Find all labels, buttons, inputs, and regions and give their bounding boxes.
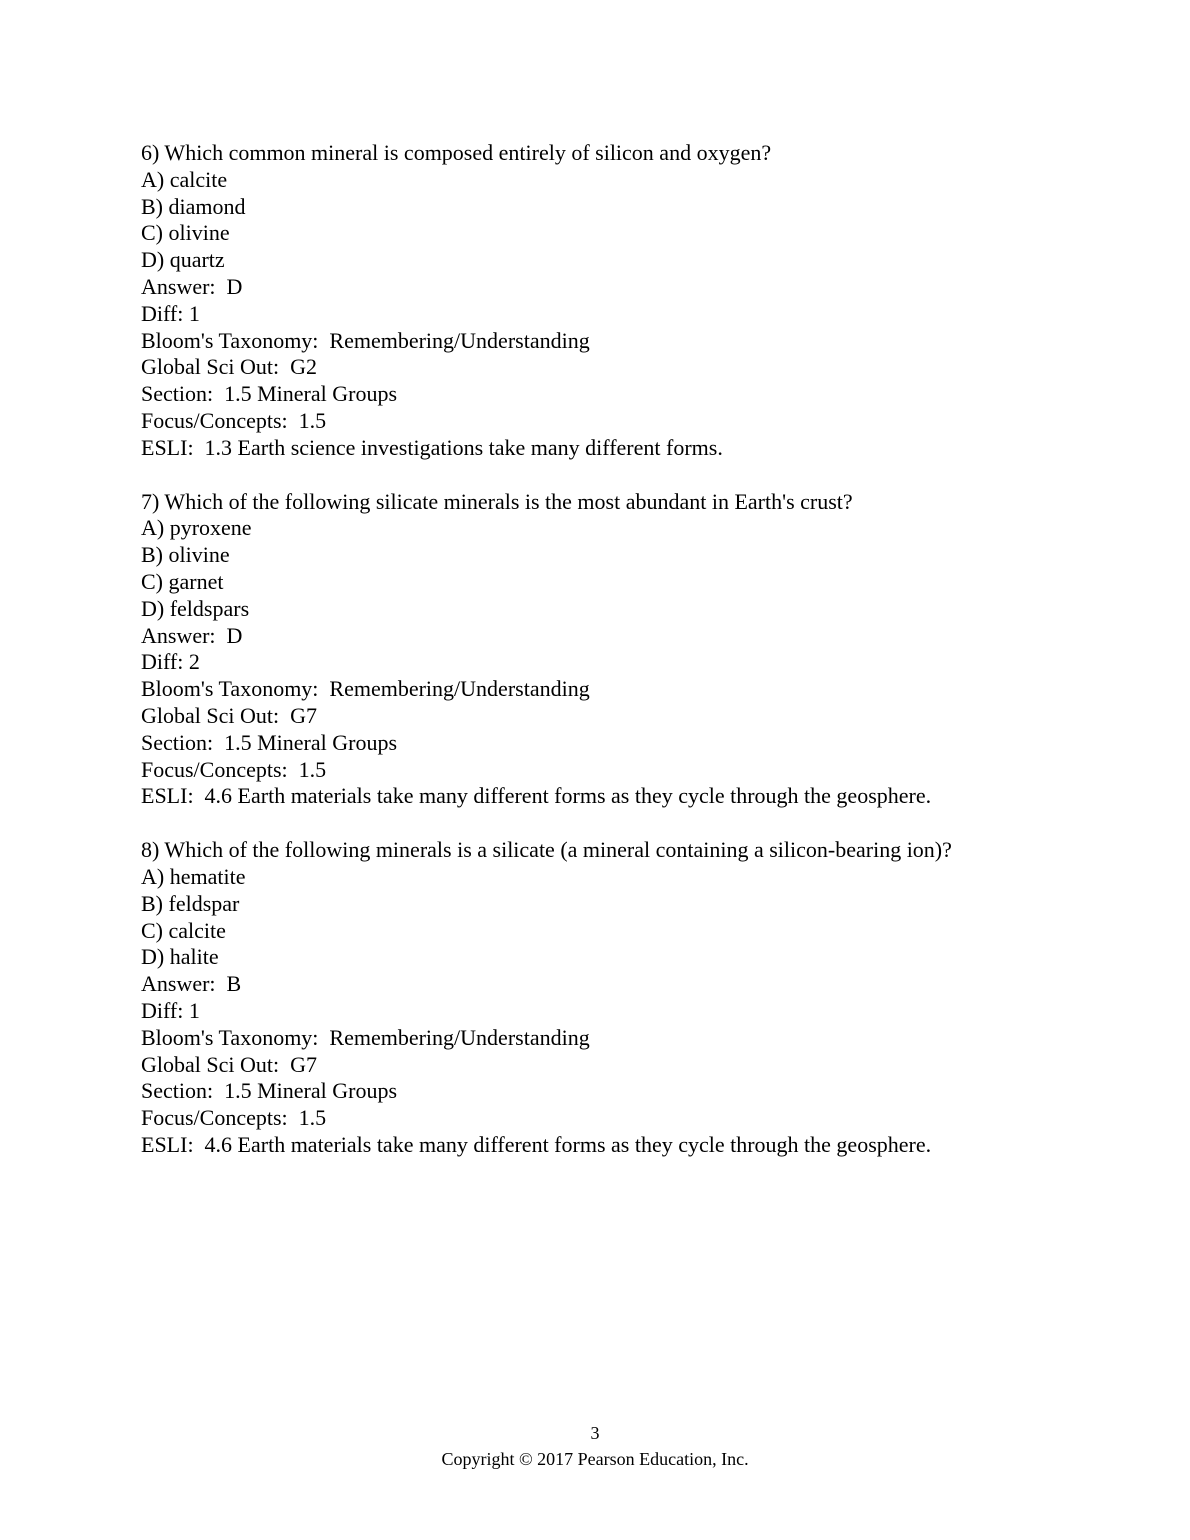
- option-a: A) calcite: [141, 166, 228, 192]
- global-sci-out: Global Sci Out: G2: [141, 354, 317, 380]
- question-stem: 6) Which common mineral is composed entirely of silicon and oxygen?: [141, 140, 772, 165]
- difficulty: Diff: 1: [141, 300, 200, 326]
- focus-concepts: Focus/Concepts: 1.5: [141, 1105, 327, 1131]
- question-7: [141, 489, 1101, 811]
- section: Section: 1.5 Mineral Groups: [141, 381, 398, 407]
- option-c: C) calcite: [141, 917, 226, 943]
- question-stem: 7) Which of the following silicate minerals is the most abundant in Earth's crust?: [141, 488, 853, 514]
- option-a: A) pyroxene: [141, 515, 252, 541]
- page-number: 3: [590, 1423, 600, 1443]
- option-d: D) halite: [141, 944, 219, 970]
- section: Section: 1.5 Mineral Groups: [141, 729, 398, 755]
- option-d: D) quartz: [141, 247, 225, 273]
- blooms-taxonomy: Bloom's Taxonomy: Remembering/Understanding: [141, 676, 590, 702]
- question-6: [141, 140, 1101, 462]
- answer: Answer: D: [141, 273, 243, 299]
- option-b: B) feldspar: [141, 890, 240, 916]
- question-8: [141, 837, 1101, 1159]
- option-b: B) diamond: [141, 193, 246, 219]
- blooms-taxonomy: Bloom's Taxonomy: Remembering/Understanding: [141, 1024, 590, 1050]
- answer: Answer: D: [141, 622, 243, 648]
- esli: ESLI: 4.6 Earth materials take many different forms as they cycle through the geosphere.: [141, 783, 932, 809]
- option-b: B) olivine: [141, 542, 230, 568]
- option-a: A) hematite: [141, 863, 246, 889]
- option-c: C) olivine: [141, 220, 230, 246]
- global-sci-out: Global Sci Out: G7: [141, 1051, 317, 1077]
- focus-concepts: Focus/Concepts: 1.5: [141, 756, 327, 782]
- answer: Answer: B: [141, 971, 242, 997]
- difficulty: Diff: 1: [141, 997, 200, 1023]
- section: Section: 1.5 Mineral Groups: [141, 1078, 398, 1104]
- global-sci-out: Global Sci Out: G7: [141, 702, 317, 728]
- option-c: C) garnet: [141, 568, 224, 594]
- esli: ESLI: 4.6 Earth materials take many different forms as they cycle through the geosphere.: [141, 1131, 932, 1157]
- question-list: [141, 140, 1101, 1159]
- blooms-taxonomy: Bloom's Taxonomy: Remembering/Understanding: [141, 327, 590, 353]
- copyright-notice: Copyright © 2017 Pearson Education, Inc.: [441, 1449, 749, 1469]
- esli: ESLI: 1.3 Earth science investigations take many different forms.: [141, 434, 723, 460]
- question-stem: 8) Which of the following minerals is a silicate (a mineral containing a silicon-bearing ion)?: [141, 837, 952, 863]
- difficulty: Diff: 2: [141, 649, 200, 675]
- option-d: D) feldspars: [141, 595, 250, 621]
- focus-concepts: Focus/Concepts: 1.5: [141, 407, 327, 433]
